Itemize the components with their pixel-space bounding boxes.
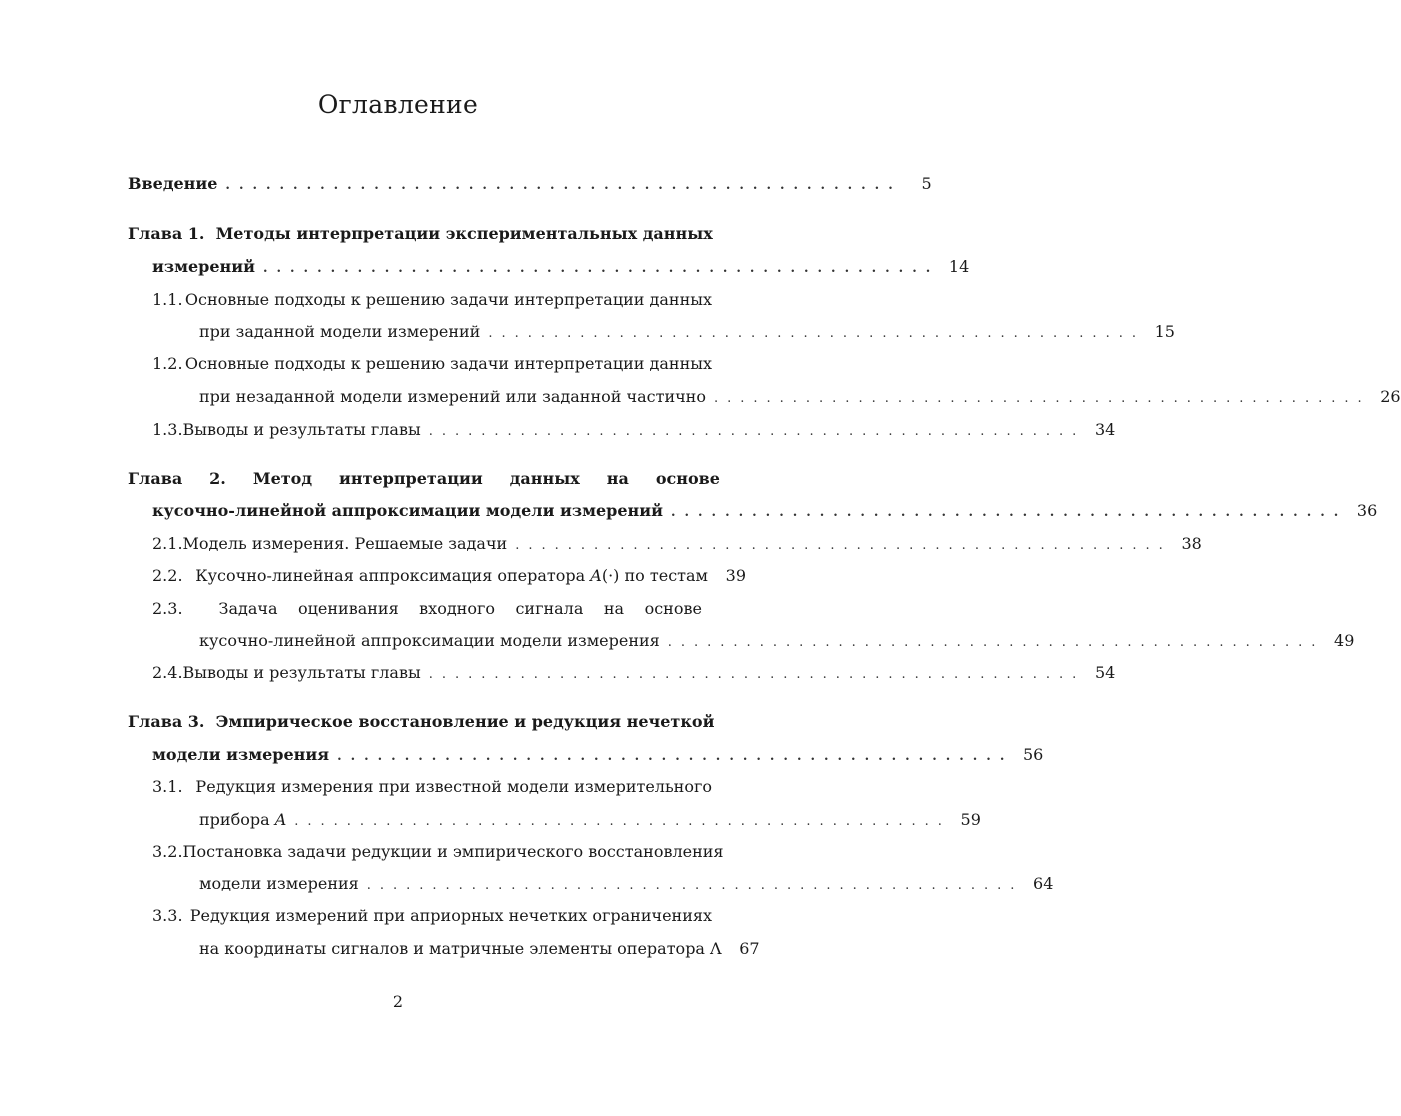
section-title-tail: (·) по тестам bbox=[601, 566, 708, 585]
toc-section-2-3-line2[interactable] bbox=[199, 629, 1355, 653]
toc-section-3-2-line2[interactable] bbox=[199, 872, 1054, 896]
dot-leader: .................................................. bbox=[294, 814, 951, 829]
toc-chapter-3-line1[interactable] bbox=[128, 710, 728, 734]
toc-page-number: 38 bbox=[1181, 534, 1202, 553]
toc-section-3-1-line2[interactable] bbox=[199, 808, 981, 832]
dot-leader: .................................................. bbox=[488, 326, 1145, 341]
toc-section-2-3-line1[interactable] bbox=[152, 597, 702, 621]
toc-entry-intro[interactable] bbox=[128, 172, 932, 196]
toc-page-number: 56 bbox=[1023, 745, 1044, 764]
dot-leader: .................................................. bbox=[262, 261, 940, 276]
section-title-cont: прибора bbox=[199, 810, 275, 829]
toc-section-1-3[interactable] bbox=[152, 418, 1116, 442]
toc-chapter-2-line2[interactable] bbox=[152, 499, 1378, 523]
toc-section-3-3-line2[interactable] bbox=[199, 937, 760, 961]
toc-page-number: 39 bbox=[725, 566, 746, 585]
chapter-word: Метод bbox=[252, 469, 312, 488]
toc-section-2-4[interactable] bbox=[152, 661, 1116, 685]
section-word: сигнала bbox=[515, 599, 584, 618]
dot-leader: .................................................. bbox=[667, 635, 1325, 650]
dot-leader: .................................................. bbox=[428, 667, 1086, 682]
toc-page-number: 59 bbox=[960, 810, 981, 829]
dot-leader: .................................................. bbox=[337, 749, 1014, 764]
section-number: 1.3. bbox=[152, 420, 183, 439]
section-number: 3.3. bbox=[152, 906, 183, 925]
toc-chapter-3-line2[interactable] bbox=[152, 743, 1044, 767]
dot-leader: .................................................. bbox=[670, 505, 1348, 520]
section-number: 2.4. bbox=[152, 663, 183, 682]
toc-page-number: 34 bbox=[1094, 420, 1116, 439]
toc-section-1-1-line1[interactable] bbox=[152, 288, 712, 312]
chapter-word: основе bbox=[655, 469, 720, 488]
section-number: 2.3. bbox=[152, 599, 183, 618]
toc-page-number: 36 bbox=[1356, 501, 1378, 520]
chapter-title-cont: кусочно-линейной аппроксимации модели измерений bbox=[152, 501, 663, 520]
section-title-cont: модели измерения bbox=[199, 874, 359, 893]
section-number: 2.1. bbox=[152, 534, 183, 553]
toc-section-2-1[interactable] bbox=[152, 532, 1202, 556]
chapter-title: Глава 1. Методы интерпретации экспериментальных данных bbox=[128, 224, 713, 243]
section-title-cont: при заданной модели измерений bbox=[199, 322, 481, 341]
dot-leader: .................................................. bbox=[515, 538, 1172, 553]
chapter-title-cont: модели измерения bbox=[152, 745, 330, 764]
section-word: Задача bbox=[218, 599, 278, 618]
chapter-word: на bbox=[606, 469, 629, 488]
dot-leader: .................................................. bbox=[366, 878, 1024, 893]
section-title-cont: кусочно-линейной аппроксимации модели измерения bbox=[199, 631, 660, 650]
section-number: 2.2. bbox=[152, 566, 183, 585]
chapter-word: Глава bbox=[128, 469, 183, 488]
section-title: Выводы и результаты главы bbox=[182, 663, 421, 682]
toc-page-number: 49 bbox=[1334, 631, 1355, 650]
section-number: 3.2. bbox=[152, 842, 183, 861]
section-title: Редукция измерений при априорных нечетких ограничениях bbox=[189, 906, 712, 925]
section-title: Кусочно-линейная аппроксимация оператора bbox=[195, 566, 591, 585]
chapter-word: 2. bbox=[209, 469, 226, 488]
page-number: 2 bbox=[392, 992, 404, 1011]
section-title: Модель измерения. Решаемые задачи bbox=[182, 534, 508, 553]
chapter-word: данных bbox=[509, 469, 580, 488]
section-number: 3.1. bbox=[152, 777, 183, 796]
operator-symbol: A bbox=[590, 566, 602, 585]
dot-leader: .................................................. bbox=[225, 178, 902, 193]
section-title: Основные подходы к решению задачи интерпретации данных bbox=[184, 290, 712, 309]
page-title: Оглавление bbox=[317, 90, 479, 119]
chapter-title: Глава 3. Эмпирическое восстановление и редукция нечеткой bbox=[128, 712, 715, 731]
section-word: на bbox=[603, 599, 625, 618]
operator-symbol: A bbox=[274, 810, 287, 829]
toc-page-number: 67 bbox=[739, 939, 760, 958]
toc-page-number: 5 bbox=[921, 174, 932, 193]
section-title: Выводы и результаты главы bbox=[182, 420, 421, 439]
toc-section-1-2-line1[interactable] bbox=[152, 352, 712, 376]
section-title: Постановка задачи редукции и эмпирического восстановления bbox=[182, 842, 724, 861]
toc-section-3-3-line1[interactable] bbox=[152, 904, 712, 928]
chapter-title-cont: измерений bbox=[152, 257, 255, 276]
toc-section-1-1-line2[interactable] bbox=[199, 320, 1175, 344]
chapter-word: интерпретации bbox=[338, 469, 483, 488]
section-word: оценивания bbox=[297, 599, 399, 618]
section-title: Редукция измерения при известной модели измерительного bbox=[195, 777, 712, 796]
toc-page-number: 64 bbox=[1033, 874, 1054, 893]
toc-chapter-1-line1[interactable] bbox=[128, 222, 728, 246]
toc-chapter-2-line1[interactable] bbox=[128, 467, 720, 491]
toc-section-1-2-line2[interactable] bbox=[199, 385, 1401, 409]
section-title: Основные подходы к решению задачи интерпретации данных bbox=[184, 354, 712, 373]
section-word: основе bbox=[644, 599, 702, 618]
toc-page-number: 54 bbox=[1094, 663, 1116, 682]
toc-page-number: 15 bbox=[1154, 322, 1175, 341]
section-title-cont: на координаты сигналов и матричные элементы оператора Λ bbox=[199, 939, 722, 958]
toc-section-3-1-line1[interactable] bbox=[152, 775, 712, 799]
toc-chapter-1-line2[interactable] bbox=[152, 255, 970, 279]
section-title-cont: при незаданной модели измерений или заданной частично bbox=[199, 387, 706, 406]
section-word: входного bbox=[419, 599, 495, 618]
toc-section-3-2-line1[interactable] bbox=[152, 840, 724, 864]
dot-leader: .................................................. bbox=[713, 391, 1371, 406]
section-number: 1.1. bbox=[152, 290, 183, 309]
toc-page-number: 26 bbox=[1380, 387, 1401, 406]
section-number: 1.2. bbox=[152, 354, 183, 373]
toc-page-number: 14 bbox=[948, 257, 970, 276]
toc-entry-label: Введение bbox=[128, 174, 218, 193]
dot-leader: .................................................. bbox=[428, 424, 1086, 439]
toc-section-2-2[interactable] bbox=[152, 564, 746, 588]
